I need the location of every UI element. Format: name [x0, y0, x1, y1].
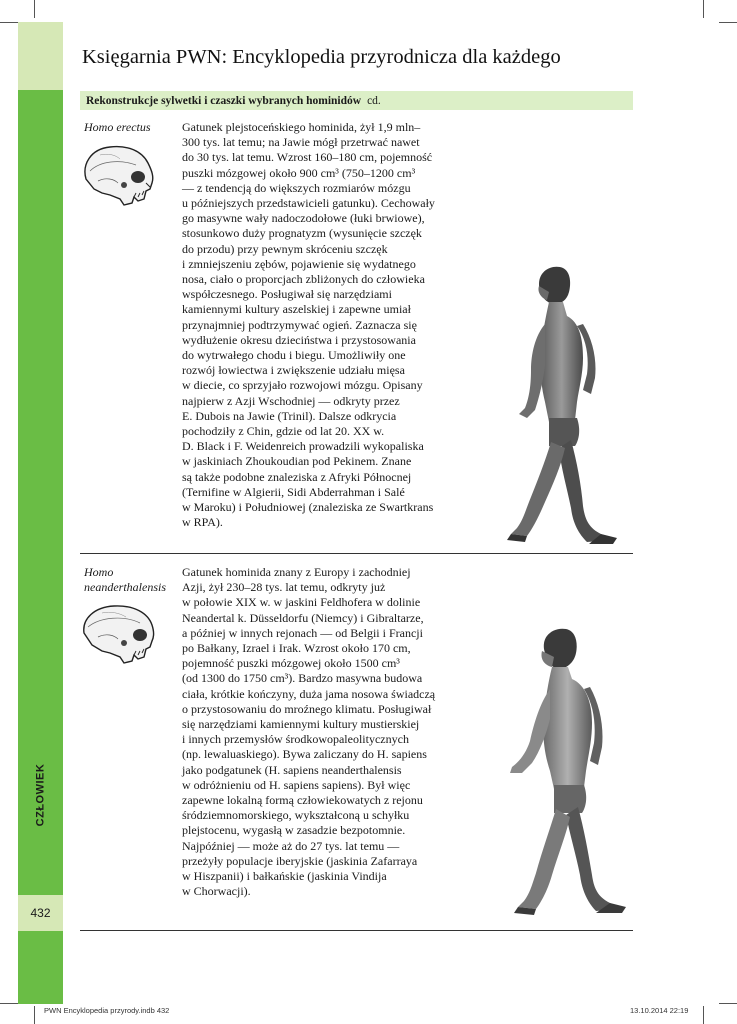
text-line: ciała, krótkie kończyny, duża jama nosowa świadczą — [182, 686, 436, 701]
text-line: do przodu) przy pewnym skróceniu szczęk — [182, 241, 388, 256]
text-line: do wytrwałego chodu i biegu. Umożliwiły one — [182, 348, 406, 363]
text-line: plejstocenu, wygasłą w zasadzie bezpotomnie. — [182, 823, 406, 838]
crop-mark — [703, 0, 704, 18]
footer-file: PWN Encyklopedia przyrody.indb 432 — [44, 1006, 170, 1015]
text-line: są także podobne znaleziska z Afryki Północnej — [182, 469, 412, 484]
text-line: w RPA). — [182, 515, 223, 530]
text-line: przynajmniej podtrzymywać ogień. Zaznacza się — [182, 317, 417, 332]
text-line: D. Black i F. Weidenreich prowadzili wykopaliska — [182, 439, 424, 454]
homo-neanderthalensis-figure-icon — [508, 623, 638, 918]
text-line: Gatunek hominida znany z Europy i zachodniej — [182, 565, 411, 579]
text-line: w jaskiniach Zhoukoudian pod Pekinem. Znane — [182, 454, 412, 469]
entry-text-neanderthalensis — [182, 565, 482, 899]
text-line: w odróżnieniu od H. sapiens sapiens). Był więc — [182, 777, 411, 792]
text-line: po Bałkany, Izrael i Irak. Wzrost około 170 cm, — [182, 641, 411, 656]
homo-erectus-figure-icon — [505, 262, 635, 547]
crop-mark — [719, 1003, 737, 1004]
crop-mark — [34, 1006, 35, 1024]
crop-mark — [703, 1006, 704, 1024]
text-line: jako podgatunek (H. sapiens neanderthalensis — [182, 762, 402, 777]
species-name-line: Homo erectus — [84, 120, 151, 134]
species-name-line: Homo — [84, 565, 114, 579]
text-line: (Ternifine w Algierii, Sidi Abderrahman i Salé — [182, 484, 405, 499]
text-line: śródziemnomorskiego, wykształconą u schyłku — [182, 808, 410, 823]
entry-text-erectus — [182, 120, 482, 530]
text-line: i innych przemysłów środkowopaleolitycznych — [182, 732, 409, 747]
text-line: — z tendencją do większych rozmiarów mózgu — [182, 180, 411, 195]
text-line: pochodziły z Chin, gdzie od lat 20. XX w. — [182, 424, 385, 439]
row-divider — [80, 553, 633, 554]
text-line: w Hiszpanii) i bałkańskie (jaskinia Vindija — [182, 869, 387, 884]
text-line: Najpóźniej — może aż do 27 tys. lat temu — — [182, 838, 400, 853]
text-line: E. Dubois na Jawie (Trinil). Dalsze odkrycia — [182, 408, 397, 423]
side-strip — [18, 90, 63, 1004]
text-line: Azji, żył 230–28 tys. lat temu, odkryty już — [182, 580, 386, 595]
crop-mark — [34, 0, 35, 18]
text-line: go masywne wały nadoczodołowe (łuki brwiowe), — [182, 211, 425, 226]
text-line: puszki mózgowej około 900 cm³ (750–1200 cm³ — [182, 165, 416, 180]
text-line: się narzędziami kamiennymi kultury mustierskiej — [182, 717, 420, 732]
footer-date: 13.10.2014 22:19 — [630, 1006, 689, 1015]
text-line: współczesnego. Posługiwał się narzędziami — [182, 287, 392, 302]
text-line: w Maroku) i Południowej (znaleziska ze Swartkrans — [182, 500, 434, 515]
skull-erectus-icon — [80, 143, 160, 208]
table-header — [80, 91, 633, 110]
text-line: zapewne lokalną formą człowiekowatych z rejonu — [182, 793, 423, 808]
text-line: nosa, ciało o proporcjach zbliżonych do człowieka — [182, 272, 425, 287]
text-line: Neandertal k. Düsseldorfu (Niemcy) i Gibraltarze, — [182, 610, 424, 625]
text-line: pojemność puszki mózgowej około 1500 cm³ — [182, 656, 400, 671]
text-line: w połowie XIX w. w jaskini Feldhofera w dolinie — [182, 595, 421, 610]
species-name-neanderthalensis — [84, 565, 166, 595]
text-line: rozwój łowiectwa i zwiększenie udziału mięsa — [182, 363, 405, 378]
row-divider — [80, 930, 633, 931]
page-number-text: 432 — [30, 906, 51, 920]
table-header-continued: cd. — [367, 94, 381, 107]
text-line: Gatunek plejstoceńskiego hominida, żył 1,9 mln– — [182, 120, 421, 134]
text-line: 300 tys. lat temu; na Jawie mógł przetrwać nawet — [182, 135, 420, 150]
text-line: do 30 tys. lat temu. Wzrost 160–180 cm, pojemność — [182, 150, 433, 165]
text-line: a później w innych rejonach — od Belgii i Francji — [182, 625, 423, 640]
crop-mark — [0, 1003, 18, 1004]
text-line: najpierw z Azji Wschodniej — odkryty przez — [182, 393, 400, 408]
text-line: (od 1300 do 1750 cm³). Bardzo masywna budowa — [182, 671, 423, 686]
text-line: kamiennymi kultury aszelskiej i zapewne umiał — [182, 302, 411, 317]
text-line: w Chorwacji). — [182, 884, 251, 899]
text-line: i zmniejszeniu zębów, pojawienie się wydatnego — [182, 256, 416, 271]
crop-mark — [0, 22, 18, 23]
section-label-text: CZŁOWIEK — [34, 763, 47, 827]
species-name-line: neanderthalensis — [84, 580, 166, 595]
text-line: wydłużenie okresu dzieciństwa i przystosowania — [182, 332, 416, 347]
text-line: u późniejszych przedstawicieli gatunku). Cechowały — [182, 196, 435, 211]
text-line: (np. lewaluaskiego). Bywa zaliczany do H. sapiens — [182, 747, 427, 762]
text-line: o przystosowaniu do mroźnego klimatu. Posługiwał — [182, 701, 432, 716]
section-label — [28, 740, 52, 850]
text-line: stosunkowo duży prognatyzm (wysunięcie szczęk — [182, 226, 422, 241]
page-number — [18, 895, 63, 931]
crop-mark — [719, 22, 737, 23]
species-name-erectus — [84, 120, 151, 135]
text-line: przeżyły populacje iberyjskie (jaskinia Zafarraya — [182, 853, 418, 868]
text-line: w diecie, co sprzyjało rozwojowi mózgu. Opisany — [182, 378, 423, 393]
skull-neanderthalensis-icon — [80, 603, 160, 665]
table-header-title: Rekonstrukcje sylwetki i czaszki wybranych hominidów — [86, 94, 362, 107]
book-title: Księgarnia PWN: Encyklopedia przyrodnicza dla każdego — [82, 46, 561, 68]
